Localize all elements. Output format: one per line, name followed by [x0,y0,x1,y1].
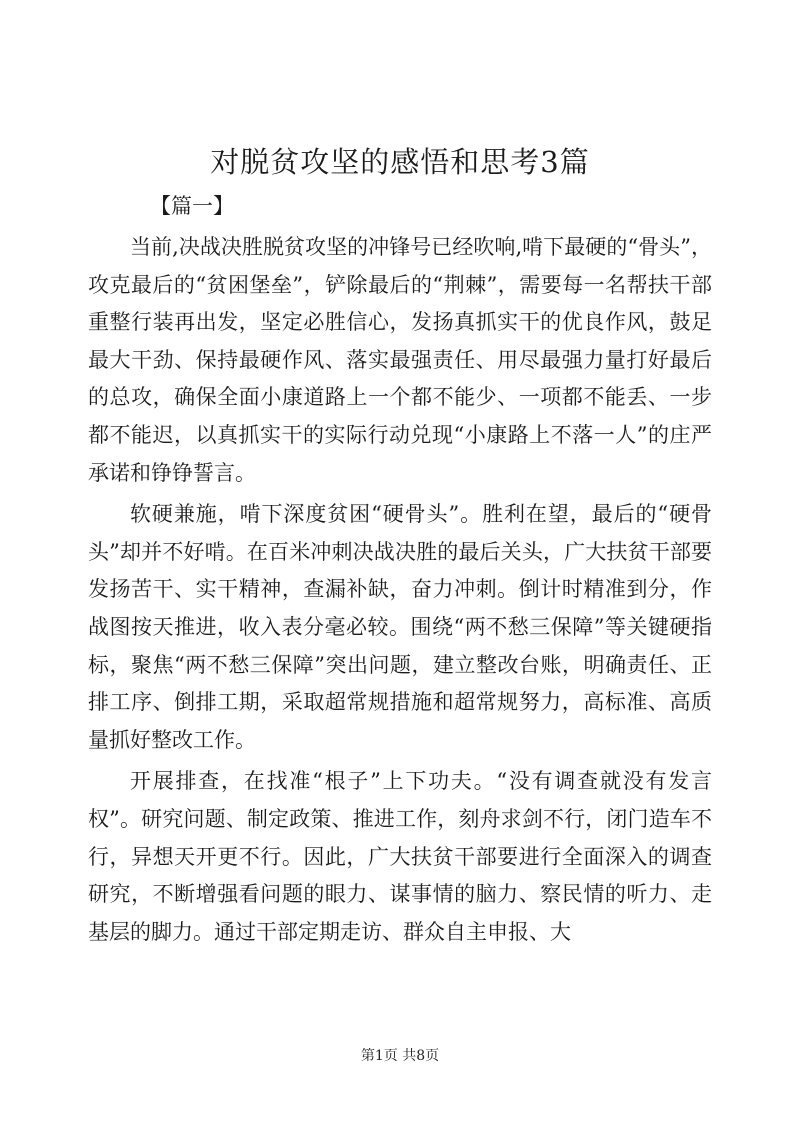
paragraph: 软硬兼施，啃下深度贫困“硬骨头”。胜利在望，最后的“硬骨头”却并不好啃。在百米冲刺决战决胜的最后关头，广大扶贫干部要发扬苦干、实干精神，查漏补缺，奋力冲刺。倒计时精准到分，作战图按天推进，收入表分毫必较。围绕“两不愁三保障”等关键硬指标，聚焦“两不愁三保障”突出问题，建立整改台账，明确责任、正排工序、倒排工期，采取超常规措施和超常规努力，高标准、高质量抓好整改工作。 [88,502,712,752]
page-footer: 第1页 共8页 [360,1048,440,1064]
paragraph: 当前,决战决胜脱贫攻坚的冲锋号已经吹响,啃下最硬的“骨头”，攻克最后的“贫困堡垒”，铲除最后的“荆棘”，需要每一名帮扶干部重整行装再出发，坚定必胜信心，发扬真抓实干的优良作风，鼓足最大干劲、保持最硬作风、落实最强责任、用尽最强力量打好最后的总攻，确保全面小康道路上一个都不能少、一项都不能丢、一步都不能迟，以真抓实干的实际行动兑现“小康路上不落一人”的庄严承诺和铮铮誓言。 [88,235,712,485]
document-title: 对脱贫攻坚的感悟和思考3篇 [210,145,590,179]
document-body [88,229,712,951]
section-label: 【篇一】 [150,194,234,218]
paragraph: 开展排查，在找准“根子”上下功夫。“没有调查就没有发言权”。研究问题、制定政策、推进工作，刻舟求剑不行，闭门造车不行，异想天开更不行。因此，广大扶贫干部要进行全面深入的调查研究，不断增强看问题的眼力、谋事情的脑力、察民情的听力、走基层的脚力。通过干部定期走访、群众自主申报、大 [88,769,712,944]
